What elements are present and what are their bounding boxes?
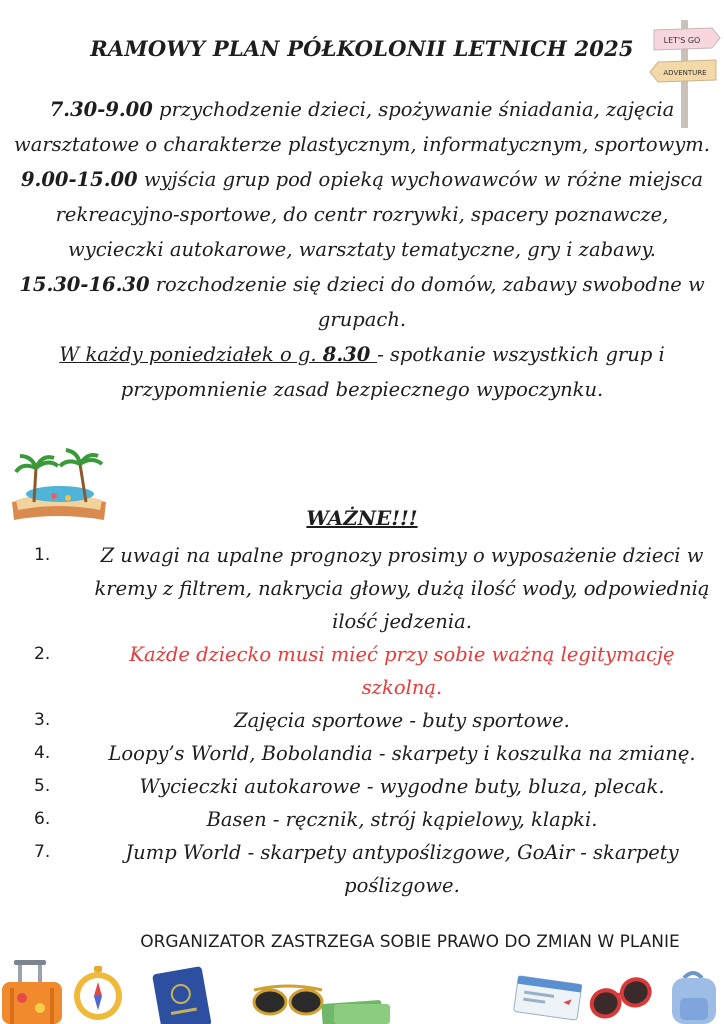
schedule-time: 9.00-15.00 <box>20 168 138 191</box>
monday-time: 8.30 <box>322 343 378 366</box>
list-item <box>34 539 710 638</box>
money-icon <box>312 996 396 1024</box>
list-text: Z uwagi na upalne prognozy prosimy o wyposażenie dzieci w kremy z filtrem, nakrycia głowy, dużą ilość wody, odpowiednią ilość jedzenia. <box>94 544 710 633</box>
monday-note <box>14 337 710 407</box>
schedule-text: rozchodzenie się dzieci do domów, zabawy swobodne w grupach. <box>149 273 705 331</box>
plane-ticket-icon <box>512 968 584 1024</box>
compass-icon <box>72 966 124 1024</box>
list-text: Loopy’s World, Bobolandia - skarpety i koszulka na zmianę. <box>108 742 696 765</box>
list-item <box>34 803 710 836</box>
monday-rest: - spotkanie wszystkich grup i przypomnienie zasad bezpiecznego wypoczynku. <box>120 343 665 401</box>
organizer-note: ORGANIZATOR ZASTRZEGA SOBIE PRAWO DO ZMIAN W PLANIE <box>140 932 680 952</box>
schedule-section <box>14 92 710 407</box>
list-item <box>34 638 710 704</box>
list-text: Zajęcia sportowe - buty sportowe. <box>234 709 570 732</box>
list-text: Wycieczki autokarowe - wygodne buty, bluza, plecak. <box>139 775 665 798</box>
list-item <box>34 737 710 770</box>
backpack-icon <box>664 968 722 1024</box>
page-title: RAMOWY PLAN PÓŁKOLONII LETNICH 2025 <box>90 36 634 61</box>
passport-icon <box>148 966 214 1024</box>
red-sunglasses-icon <box>586 968 654 1024</box>
sign-top-text: LET'S GO <box>663 36 701 45</box>
schedule-entry <box>14 92 710 162</box>
list-number: 4. <box>34 743 51 763</box>
list-number: 3. <box>34 710 51 730</box>
sign-bottom-text: ADVENTURE <box>663 69 707 77</box>
list-item <box>34 836 710 902</box>
monday-lead: W każdy poniedziałek o g. <box>59 343 323 366</box>
list-text: Jump World - skarpety antypoślizgowe, GoAir - skarpety poślizgowe. <box>125 841 679 897</box>
list-number: 2. <box>34 644 51 664</box>
list-item <box>34 704 710 737</box>
list-number: 1. <box>34 545 51 565</box>
schedule-time: 15.30-16.30 <box>19 273 150 296</box>
list-number: 7. <box>34 842 51 862</box>
schedule-entry <box>14 267 710 337</box>
schedule-text: wyjścia grup pod opieką wychowawców w różne miejsca rekreacyjno-sportowe, do centr rozrywki, spacery poznawcze, wycieczki autokarowe, warsztaty tematyczne, gry i zabawy. <box>55 168 704 261</box>
suitcase-icon <box>0 958 66 1024</box>
list-number: 5. <box>34 776 51 796</box>
list-text: Każde dziecko musi mieć przy sobie ważną legitymację szkolną. <box>129 643 675 699</box>
list-text: Basen - ręcznik, strój kąpielowy, klapki. <box>206 808 598 831</box>
list-number: 6. <box>34 809 51 829</box>
schedule-text: przychodzenie dzieci, spożywanie śniadania, zajęcia warsztatowe o charakterze plastycznym, informatycznym, sportowym. <box>14 98 710 156</box>
important-heading: WAŻNE!!! <box>306 506 418 530</box>
schedule-entry <box>14 162 710 267</box>
important-list <box>34 539 710 902</box>
schedule-time: 7.30-9.00 <box>49 98 153 121</box>
list-item <box>34 770 710 803</box>
